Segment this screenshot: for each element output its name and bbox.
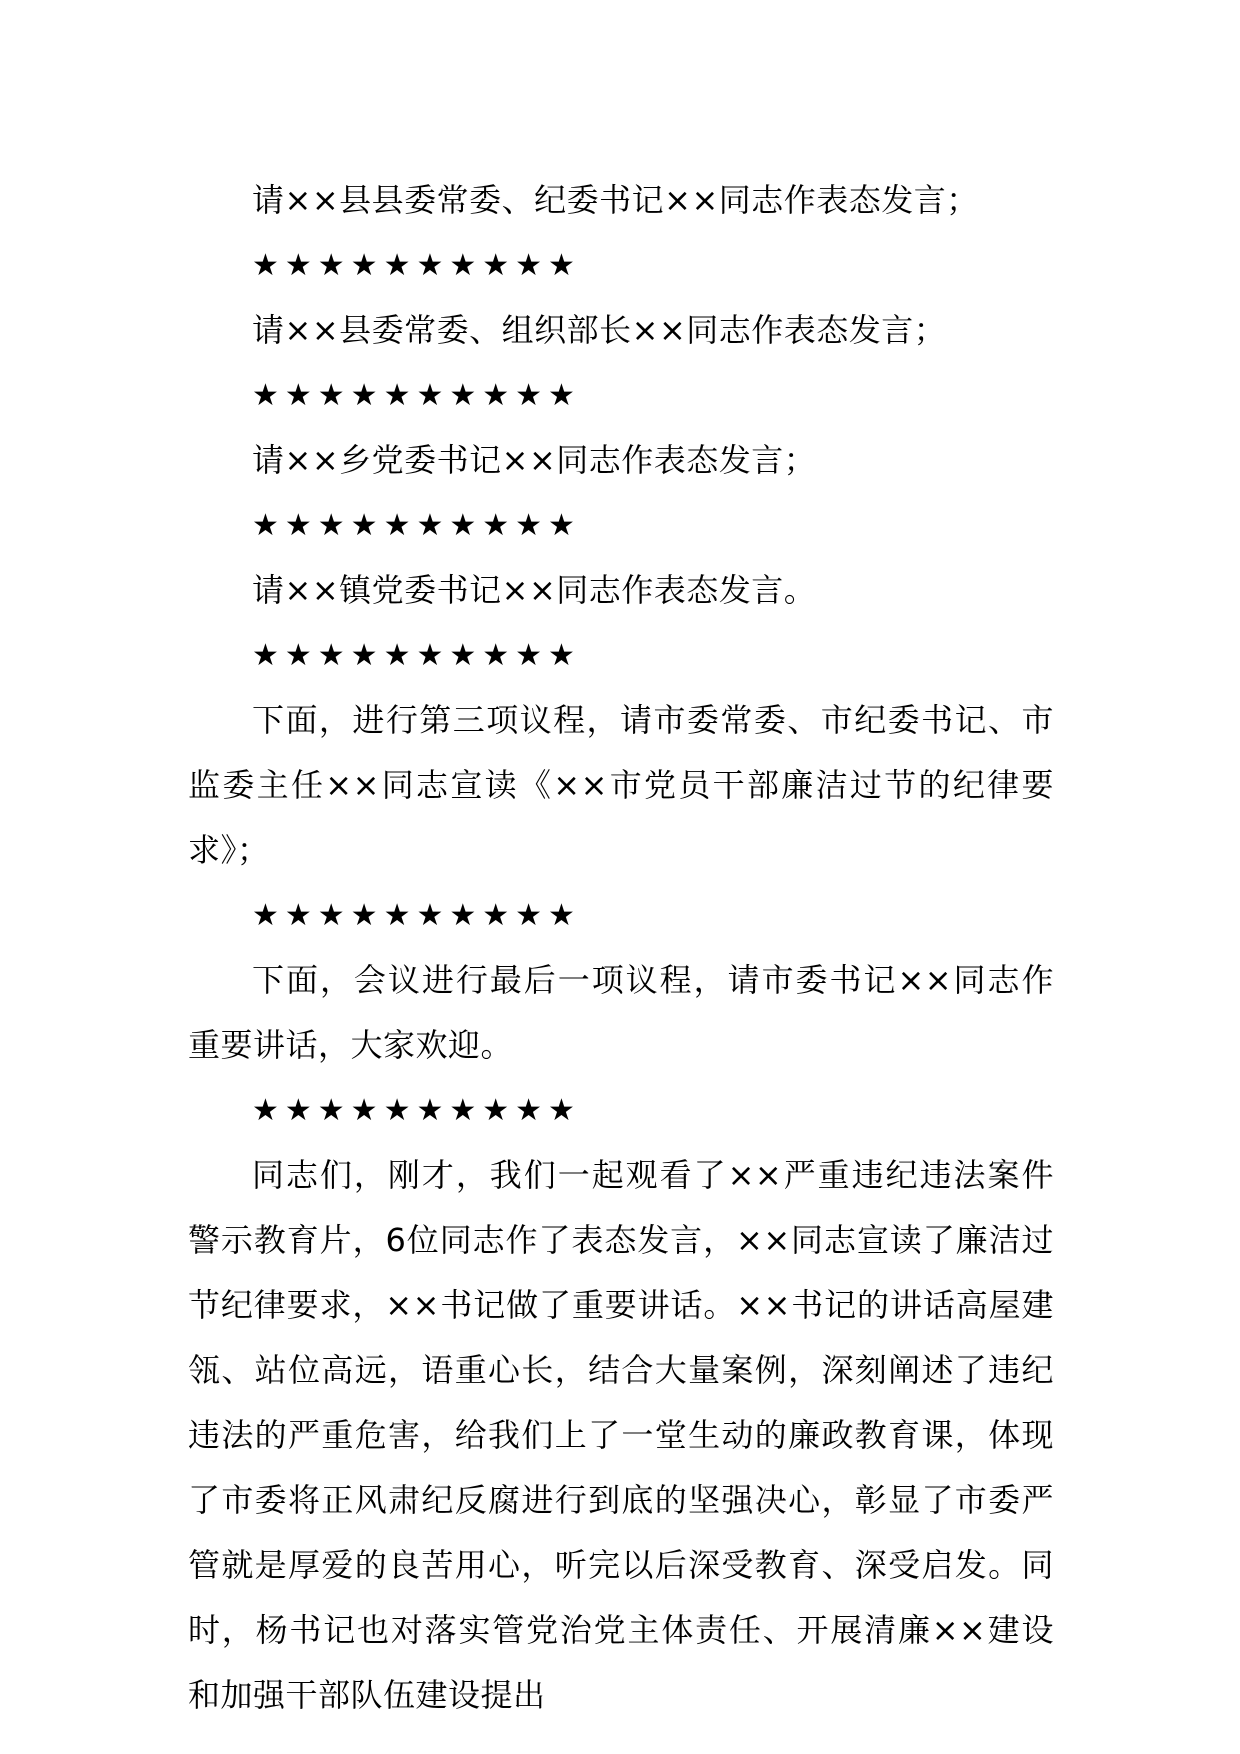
paragraph-speech-organization: 请××县委常委、组织部长××同志作表态发言； bbox=[252, 311, 947, 349]
star-separator: ★★★★★★★★★★ bbox=[252, 248, 581, 283]
paragraph-final-agenda: 下面，会议进行最后一项议程，请市委书记××同志作重要讲话，大家欢迎。 bbox=[188, 961, 1054, 1064]
star-separator: ★★★★★★★★★★ bbox=[252, 898, 581, 933]
paragraph-speech-county-discipline: 请××县县委常委、纪委书记××同志作表态发言； bbox=[252, 181, 979, 219]
star-separator: ★★★★★★★★★★ bbox=[252, 1093, 581, 1128]
star-separator: ★★★★★★★★★★ bbox=[252, 638, 581, 673]
star-separator: ★★★★★★★★★★ bbox=[252, 508, 581, 543]
paragraph-third-agenda: 下面，进行第三项议程，请市委常委、市纪委书记、市监委主任××同志宣读《××市党员干部廉洁过节的纪律要求》； bbox=[188, 701, 1054, 869]
paragraph-speech-town: 请××镇党委书记××同志作表态发言。 bbox=[252, 571, 817, 609]
paragraph-closing-summary: 同志们，刚才，我们一起观看了××严重违纪违法案件警示教育片，6位同志作了表态发言，××同志宣读了廉洁过节纪律要求，××书记做了重要讲话。××书记的讲话高屋建瓴、站位高远，语重心长，结合大量案例，深刻阐述了违纪违法的严重危害，给我们上了一堂生动的廉政教育课，体现了市委将正风肃纪反腐进行到底的坚强决心，彰显了市委严管就是厚爱的良苦用心，听完以后深受教育、深受启发。同时，杨书记也对落实管党治党主体责任、开展清廉××建设和加强干部队伍建设提出 bbox=[188, 1156, 1054, 1714]
star-separator: ★★★★★★★★★★ bbox=[252, 378, 581, 413]
document-body bbox=[188, 168, 1054, 1728]
paragraph-speech-township: 请××乡党委书记××同志作表态发言； bbox=[252, 441, 817, 479]
